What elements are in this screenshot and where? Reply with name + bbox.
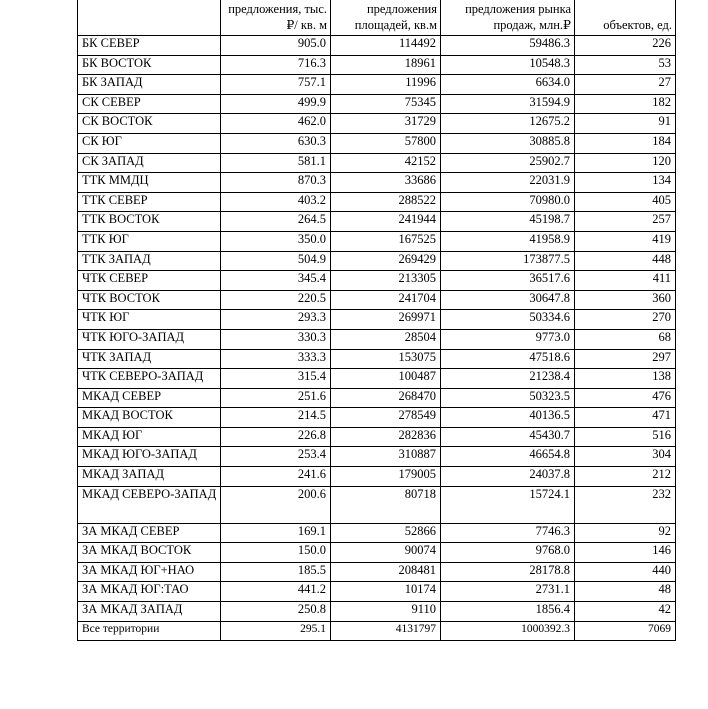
cell-volume: 36517.6: [441, 271, 575, 291]
cell-count: 182: [575, 94, 676, 114]
cell-territory: ТТК ЗАПАД: [78, 251, 221, 271]
cell-volume: 47518.6: [441, 349, 575, 369]
header-cell-territory: [78, 0, 221, 36]
cell-price: 200.6: [221, 486, 331, 523]
cell-territory: СК ЗАПАД: [78, 153, 221, 173]
cell-count: 411: [575, 271, 676, 291]
cell-volume: 12675.2: [441, 114, 575, 134]
cell-area: 310887: [331, 447, 441, 467]
cell-volume: 31594.9: [441, 94, 575, 114]
cell-count: 257: [575, 212, 676, 232]
header-cell-count: объектов, ед.: [575, 0, 676, 36]
header-cell-price: предложения, тыс.₽/ кв. м: [221, 0, 331, 36]
table-row: [78, 523, 676, 543]
cell-count: 138: [575, 369, 676, 389]
cell-area: 241704: [331, 290, 441, 310]
table-row: [78, 251, 676, 271]
cell-volume: 28178.8: [441, 562, 575, 582]
cell-volume: 30885.8: [441, 133, 575, 153]
header-cell-volume: предложения рынка продаж, млн.₽: [441, 0, 575, 36]
cell-count: 516: [575, 427, 676, 447]
cell-area: 179005: [331, 467, 441, 487]
cell-area: 28504: [331, 329, 441, 349]
cell-volume: 59486.3: [441, 36, 575, 56]
cell-count: 270: [575, 310, 676, 330]
cell-price: 293.3: [221, 310, 331, 330]
cell-territory: ТТК СЕВЕР: [78, 192, 221, 212]
cell-volume: 9768.0: [441, 543, 575, 563]
table-row: [78, 486, 676, 523]
table-row-total: [78, 621, 676, 641]
cell-area: 282836: [331, 427, 441, 447]
cell-area: 57800: [331, 133, 441, 153]
cell-area: 269429: [331, 251, 441, 271]
table-row: [78, 349, 676, 369]
cell-area: 278549: [331, 408, 441, 428]
table-row: [78, 212, 676, 232]
cell-area: 75345: [331, 94, 441, 114]
cell-area: 9110: [331, 602, 441, 622]
cell-count: 360: [575, 290, 676, 310]
table-header: [78, 0, 676, 36]
table-row: [78, 94, 676, 114]
cell-territory: МКАД ЮГО-ЗАПАД: [78, 447, 221, 467]
cell-count: 48: [575, 582, 676, 602]
cell-territory: СК ВОСТОК: [78, 114, 221, 134]
cell-volume: 45430.7: [441, 427, 575, 447]
cell-area: 114492: [331, 36, 441, 56]
cell-count: 471: [575, 408, 676, 428]
table-row: [78, 447, 676, 467]
cell-price: 403.2: [221, 192, 331, 212]
cell-price: 870.3: [221, 173, 331, 193]
cell-price: 333.3: [221, 349, 331, 369]
cell-count: 232: [575, 486, 676, 523]
cell-volume: 1856.4: [441, 602, 575, 622]
cell-territory: МКАД ЗАПАД: [78, 467, 221, 487]
cell-price: 251.6: [221, 388, 331, 408]
cell-price: 315.4: [221, 369, 331, 389]
table-row: [78, 310, 676, 330]
table-row: [78, 231, 676, 251]
cell-area: 33686: [331, 173, 441, 193]
cell-territory: БК ВОСТОК: [78, 55, 221, 75]
cell-territory: ЗА МКАД ЮГ+НАО: [78, 562, 221, 582]
table-row: [78, 192, 676, 212]
cell-area: 167525: [331, 231, 441, 251]
cell-count: 7069: [575, 621, 676, 641]
cell-area: 52866: [331, 523, 441, 543]
cell-volume: 1000392.3: [441, 621, 575, 641]
table-row: [78, 467, 676, 487]
table-row: [78, 55, 676, 75]
cell-count: 134: [575, 173, 676, 193]
cell-area: 42152: [331, 153, 441, 173]
cell-territory: ТТК ВОСТОК: [78, 212, 221, 232]
cell-territory: ЗА МКАД ЗАПАД: [78, 602, 221, 622]
table-row: [78, 329, 676, 349]
cell-price: 757.1: [221, 75, 331, 95]
cell-price: 150.0: [221, 543, 331, 563]
cell-count: 27: [575, 75, 676, 95]
cell-volume: 15724.1: [441, 486, 575, 523]
cell-count: 184: [575, 133, 676, 153]
cell-territory: Все территории: [78, 621, 221, 641]
table-body: [78, 36, 676, 641]
table-row: [78, 271, 676, 291]
cell-price: 630.3: [221, 133, 331, 153]
cell-territory: СК ЮГ: [78, 133, 221, 153]
cell-volume: 6634.0: [441, 75, 575, 95]
cell-area: 288522: [331, 192, 441, 212]
cell-area: 10174: [331, 582, 441, 602]
cell-price: 253.4: [221, 447, 331, 467]
cell-price: 441.2: [221, 582, 331, 602]
data-table: [77, 0, 676, 641]
cell-territory: ТТК ММДЦ: [78, 173, 221, 193]
cell-volume: 2731.1: [441, 582, 575, 602]
cell-volume: 41958.9: [441, 231, 575, 251]
cell-area: 268470: [331, 388, 441, 408]
cell-price: 330.3: [221, 329, 331, 349]
table-row: [78, 582, 676, 602]
cell-count: 68: [575, 329, 676, 349]
table-row: [78, 427, 676, 447]
cell-price: 169.1: [221, 523, 331, 543]
table-row: [78, 36, 676, 56]
table-row: [78, 408, 676, 428]
cell-territory: ЧТК ЮГ: [78, 310, 221, 330]
cell-territory: БК СЕВЕР: [78, 36, 221, 56]
cell-volume: 9773.0: [441, 329, 575, 349]
table-row: [78, 562, 676, 582]
cell-price: 716.3: [221, 55, 331, 75]
cell-count: 297: [575, 349, 676, 369]
cell-count: 304: [575, 447, 676, 467]
cell-volume: 40136.5: [441, 408, 575, 428]
cell-volume: 70980.0: [441, 192, 575, 212]
cell-territory: ЗА МКАД ЮГ:ТАО: [78, 582, 221, 602]
cell-count: 448: [575, 251, 676, 271]
cell-area: 100487: [331, 369, 441, 389]
cell-volume: 24037.8: [441, 467, 575, 487]
cell-price: 499.9: [221, 94, 331, 114]
table-row: [78, 290, 676, 310]
cell-area: 153075: [331, 349, 441, 369]
cell-price: 504.9: [221, 251, 331, 271]
table-row: [78, 153, 676, 173]
cell-count: 440: [575, 562, 676, 582]
cell-volume: 10548.3: [441, 55, 575, 75]
table-row: [78, 75, 676, 95]
cell-count: 419: [575, 231, 676, 251]
cell-territory: ЧТК СЕВЕР: [78, 271, 221, 291]
cell-territory: МКАД СЕВЕРО-ЗАПАД: [78, 486, 221, 523]
cell-price: 241.6: [221, 467, 331, 487]
cell-count: 476: [575, 388, 676, 408]
cell-price: 462.0: [221, 114, 331, 134]
cell-volume: 25902.7: [441, 153, 575, 173]
cell-price: 220.5: [221, 290, 331, 310]
cell-territory: ТТК ЮГ: [78, 231, 221, 251]
table-row: [78, 369, 676, 389]
cell-count: 120: [575, 153, 676, 173]
cell-territory: МКАД ВОСТОК: [78, 408, 221, 428]
cell-count: 91: [575, 114, 676, 134]
cell-area: 4131797: [331, 621, 441, 641]
cell-territory: ЧТК СЕВЕРО-ЗАПАД: [78, 369, 221, 389]
cell-price: 295.1: [221, 621, 331, 641]
table-row: [78, 133, 676, 153]
cell-volume: 30647.8: [441, 290, 575, 310]
cell-area: 11996: [331, 75, 441, 95]
header-row: [78, 0, 676, 36]
cell-price: 905.0: [221, 36, 331, 56]
cell-price: 185.5: [221, 562, 331, 582]
cell-area: 241944: [331, 212, 441, 232]
cell-territory: ЧТК ЮГО-ЗАПАД: [78, 329, 221, 349]
cell-volume: 50334.6: [441, 310, 575, 330]
cell-territory: СК СЕВЕР: [78, 94, 221, 114]
cell-volume: 173877.5: [441, 251, 575, 271]
table-row: [78, 114, 676, 134]
table-row: [78, 602, 676, 622]
cell-territory: МКАД СЕВЕР: [78, 388, 221, 408]
cell-price: 250.8: [221, 602, 331, 622]
cell-area: 208481: [331, 562, 441, 582]
cell-territory: ЗА МКАД СЕВЕР: [78, 523, 221, 543]
cell-volume: 22031.9: [441, 173, 575, 193]
cell-count: 405: [575, 192, 676, 212]
cell-volume: 45198.7: [441, 212, 575, 232]
cell-area: 18961: [331, 55, 441, 75]
cell-volume: 46654.8: [441, 447, 575, 467]
cell-volume: 50323.5: [441, 388, 575, 408]
table-row: [78, 388, 676, 408]
cell-territory: ЧТК ВОСТОК: [78, 290, 221, 310]
cell-volume: 7746.3: [441, 523, 575, 543]
cell-count: 92: [575, 523, 676, 543]
header-cell-area: предложения площадей, кв.м: [331, 0, 441, 36]
cell-area: 31729: [331, 114, 441, 134]
table-row: [78, 543, 676, 563]
cell-territory: ЗА МКАД ВОСТОК: [78, 543, 221, 563]
table-row: [78, 173, 676, 193]
cell-price: 350.0: [221, 231, 331, 251]
cell-count: 42: [575, 602, 676, 622]
cell-volume: 21238.4: [441, 369, 575, 389]
cell-price: 226.8: [221, 427, 331, 447]
cell-price: 345.4: [221, 271, 331, 291]
cell-territory: МКАД ЮГ: [78, 427, 221, 447]
cell-count: 226: [575, 36, 676, 56]
cell-count: 146: [575, 543, 676, 563]
cell-price: 581.1: [221, 153, 331, 173]
cell-territory: БК ЗАПАД: [78, 75, 221, 95]
cell-area: 269971: [331, 310, 441, 330]
cell-territory: ЧТК ЗАПАД: [78, 349, 221, 369]
cell-count: 53: [575, 55, 676, 75]
cell-area: 90074: [331, 543, 441, 563]
cell-count: 212: [575, 467, 676, 487]
cell-price: 214.5: [221, 408, 331, 428]
cell-area: 213305: [331, 271, 441, 291]
cell-price: 264.5: [221, 212, 331, 232]
cell-area: 80718: [331, 486, 441, 523]
